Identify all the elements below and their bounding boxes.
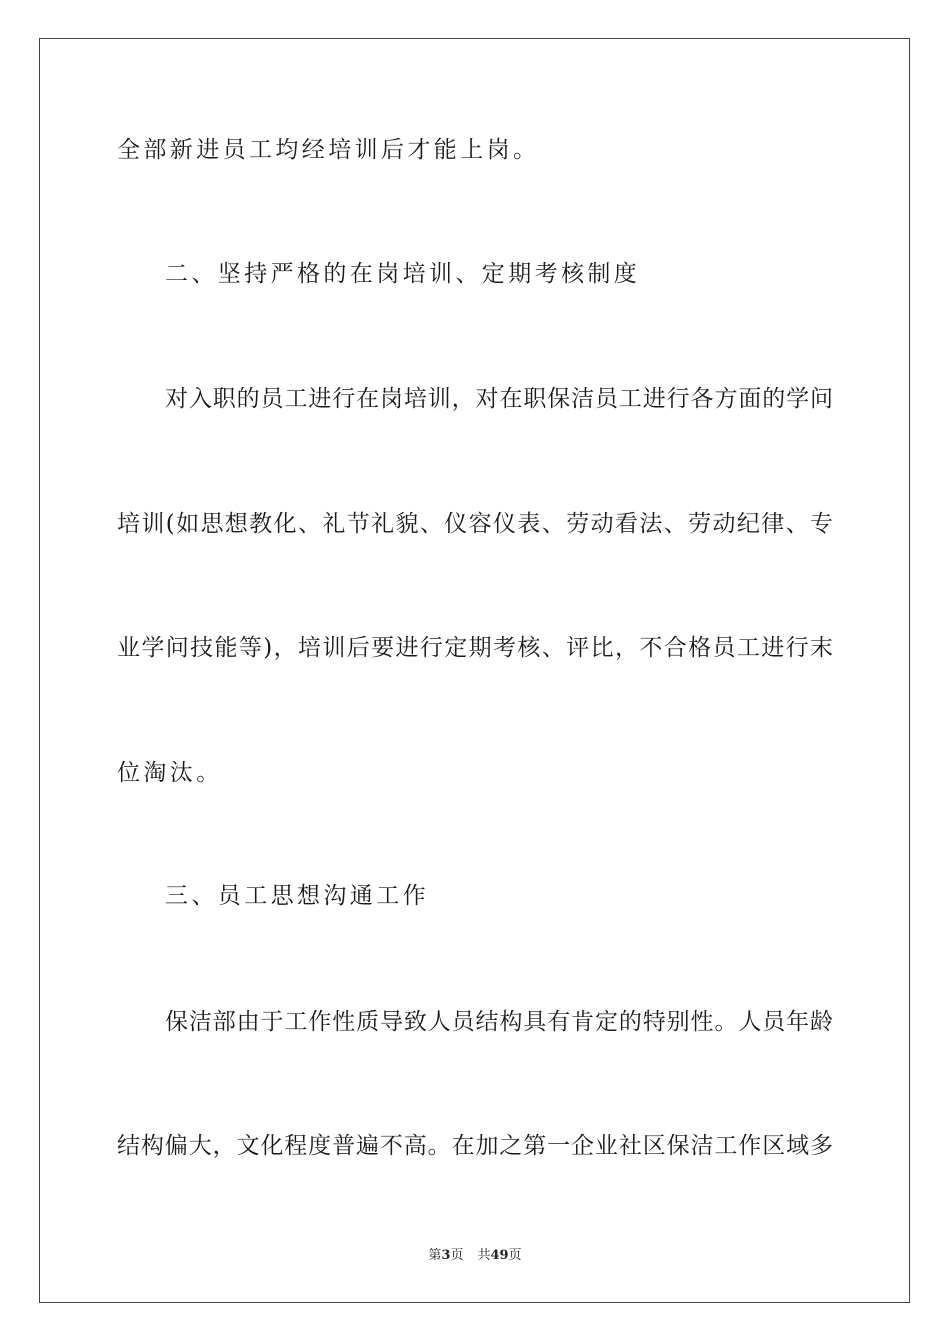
body-line-1: 全部新进员工均经培训后才能上岗。 [117,137,540,163]
page-footer [0,1247,950,1265]
footer-total-prefix: 共 [477,1248,491,1263]
section-heading-2: 二、坚持严格的在岗培训、定期考核制度 [165,261,641,287]
body-line-9: 结构偏大，文化程度普遍不高。在加之第一企业社区保洁工作区域多 [117,1133,833,1159]
body-line-3: 对入职的员工进行在岗培训，对在职保洁员工进行各方面的学问 [165,386,833,412]
footer-page-suffix: 页 [450,1248,464,1263]
page-border [39,38,910,1303]
footer-page-number: 3 [441,1248,451,1263]
body-line-5: 业学问技能等)，培训后要进行定期考核、评比，不合格员工进行末 [117,635,833,661]
body-line-8: 保洁部由于工作性质导致人员结构具有肯定的特别性。人员年龄 [165,1009,833,1035]
footer-total-suffix: 页 [508,1248,522,1263]
footer-page-prefix: 第 [428,1248,442,1263]
section-heading-3: 三、员工思想沟通工作 [165,883,429,909]
footer-total-pages: 49 [490,1248,509,1263]
body-line-6: 位淘汰。 [117,760,223,786]
body-line-4: 培训(如思想教化、礼节礼貌、仪容仪表、劳动看法、劳动纪律、专 [117,511,833,537]
